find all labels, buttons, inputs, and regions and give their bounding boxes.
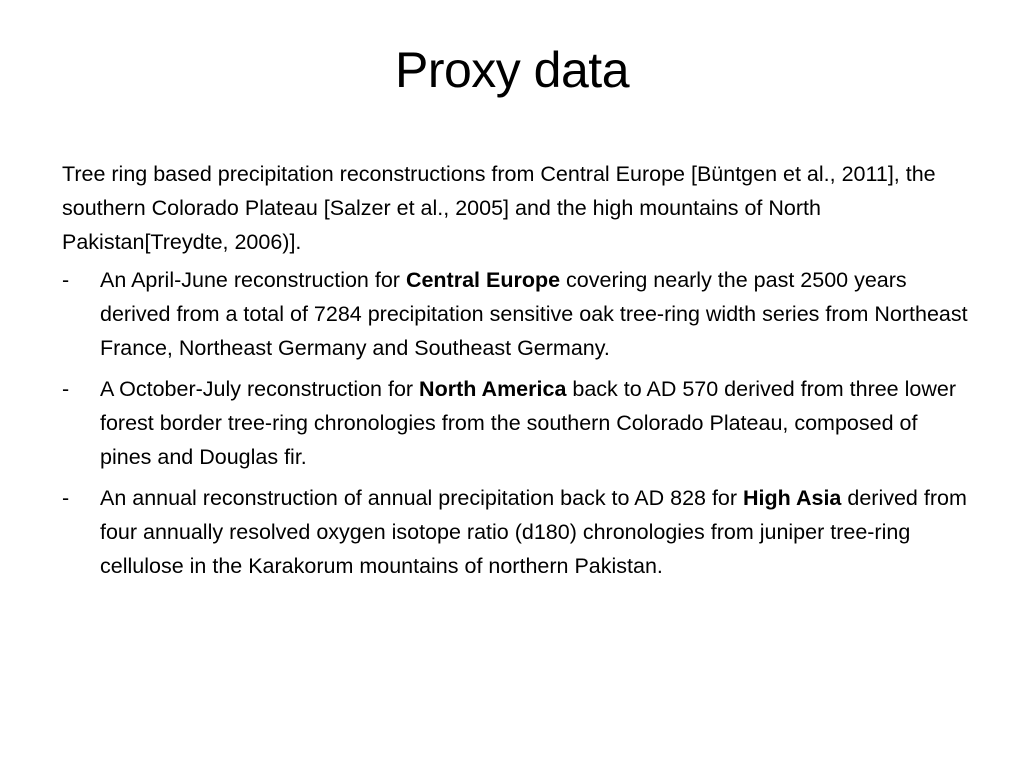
- bullet-text-pre: An April-June reconstruction for: [100, 268, 406, 292]
- bullet-item-high-asia: [62, 481, 968, 583]
- bullet-marker: -: [62, 268, 70, 292]
- bullet-text-bold: Central Europe: [405, 268, 561, 292]
- slide-body: [62, 157, 968, 590]
- bullet-list: [62, 263, 968, 583]
- bullet-text-bold: North America: [419, 377, 567, 401]
- bullet-marker: -: [62, 486, 70, 510]
- bullet-text-bold: High Asia: [743, 486, 842, 510]
- bullet-text: [100, 486, 967, 578]
- bullet-marker: -: [62, 377, 70, 401]
- bullet-text-pre: An annual reconstruction of annual precipitation back to AD 828 for: [100, 486, 744, 510]
- bullet-text-post: covering nearly the past 2500 years derived from a total of 7284 precipitation sensitive oak tree-ring width series from Northeast France, Northeast Germany and Southeast Germany.: [100, 268, 968, 360]
- bullet-text: [100, 377, 956, 469]
- bullet-text-pre: A October-July reconstruction for: [100, 377, 420, 401]
- bullet-text: [100, 268, 968, 360]
- bullet-item-central-europe: [62, 263, 968, 365]
- bullet-item-north-america: [62, 372, 968, 474]
- bullet-text-post: derived from four annually resolved oxygen isotope ratio (d180) chronologies from juniper tree-ring cellulose in the Karakorum mountains of northern Pakistan.: [100, 486, 967, 578]
- slide-title: Proxy data: [394, 42, 629, 98]
- bullet-text-post: back to AD 570 derived from three lower forest border tree-ring chronologies from the southern Colorado Plateau, composed of pines and Douglas fir.: [100, 377, 956, 469]
- intro-paragraph: Tree ring based precipitation reconstructions from Central Europe [Büntgen et al., 2011], the southern Colorado Plateau [Salzer et al., 2005] and the high mountains of North Pakistan[Treydte, 2006)].: [62, 162, 936, 254]
